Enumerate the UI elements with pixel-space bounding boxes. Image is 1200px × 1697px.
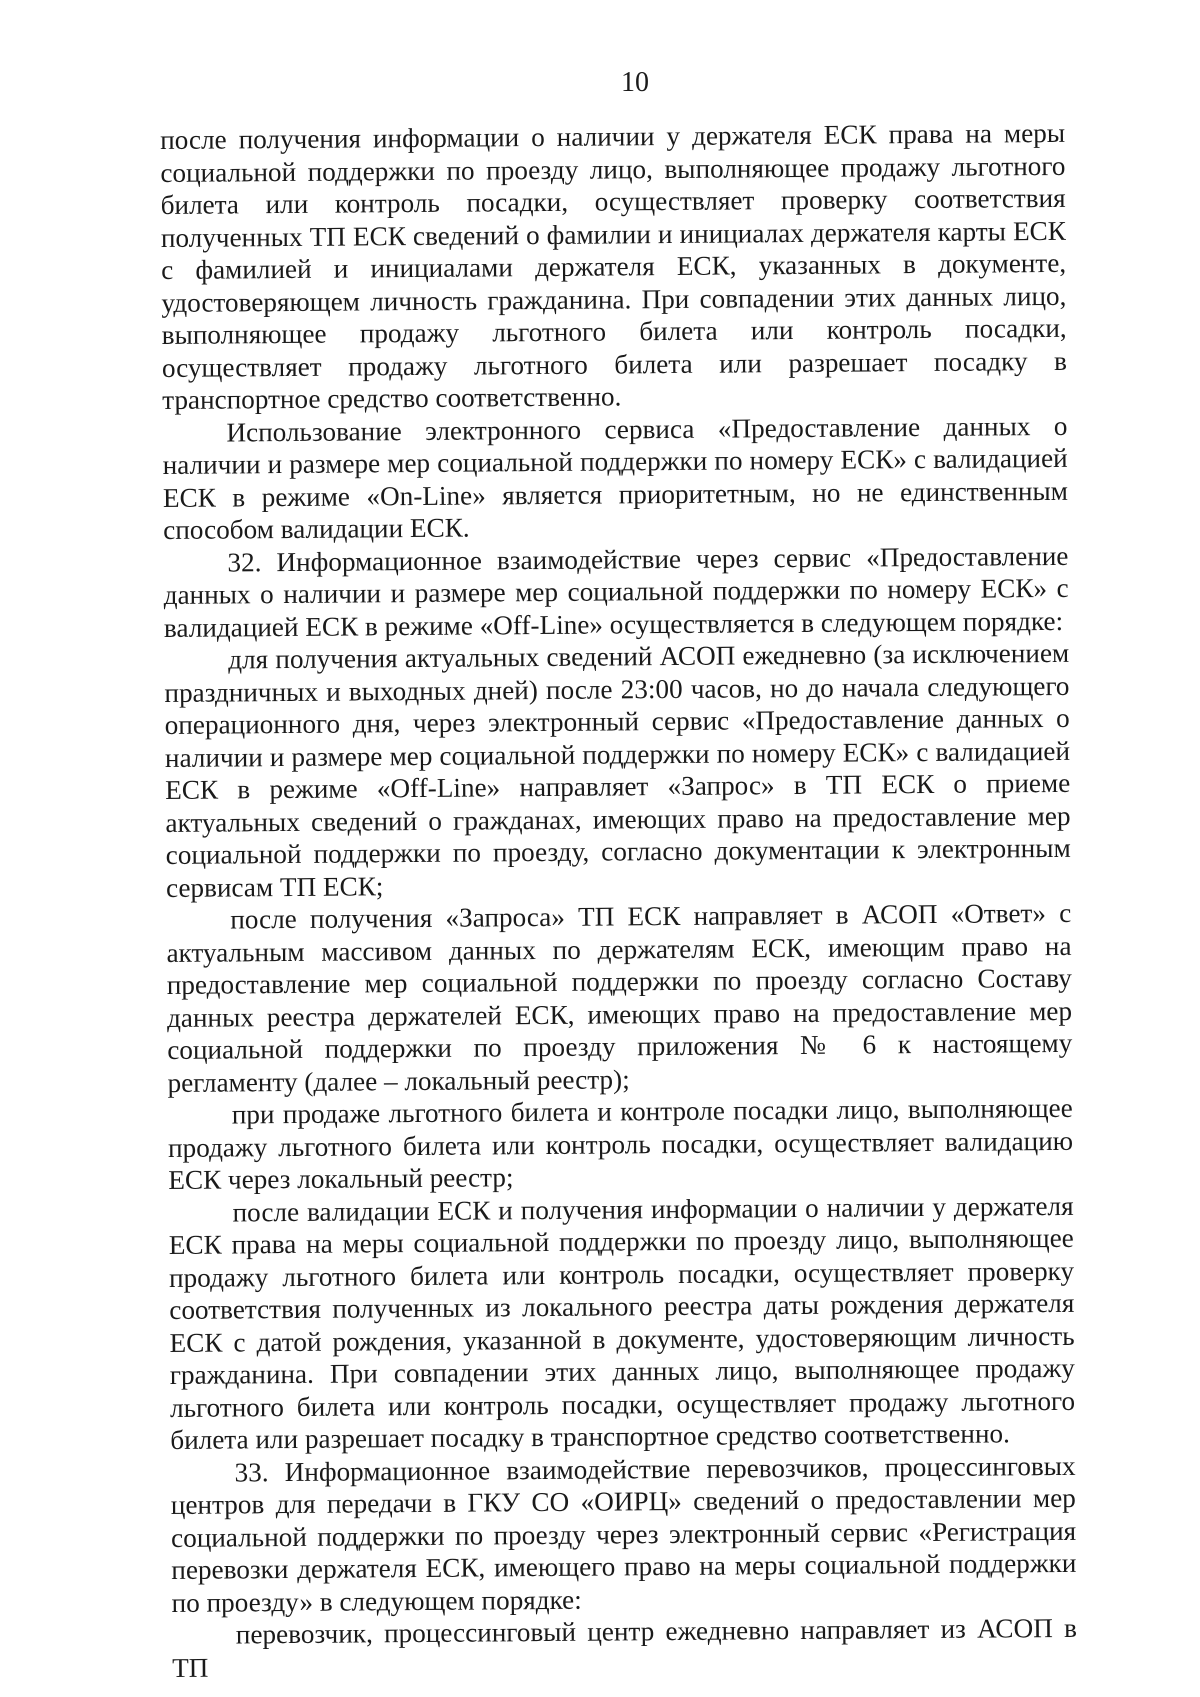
paragraph-validation-local-registry: при продаже льготного билета и контроле посадки лицо, выполняющее продажу льготного билета или контроль посадки, осуществляет валидацию ЕСК через локальный реестр; bbox=[167, 1092, 1074, 1195]
paragraph-item-33: 33. Информационное взаимодействие перевозчиков, процессинговых центров для передачи в ГКУ СО «ОИРЦ» сведений о предоставлении мер социальной поддержки по проезду через электронный сервис «Регистрация перевозки держателя ЕСК, имеющего право на меры социальной поддержки по проезду» в следующем порядке: bbox=[170, 1450, 1077, 1618]
document-body bbox=[160, 117, 1077, 1684]
paragraph-online-priority: Использование электронного сервиса «Предоставление данных о наличии и размере мер социальной поддержки по номеру ЕСК» с валидацией ЕСК в режиме «On-Line» является приоритетным, но не единственным способом валидации ЕСК. bbox=[162, 410, 1069, 545]
paragraph-response: после получения «Запроса» ТП ЕСК направляет в АСОП «Ответ» с актуальным массивом данных по держателям ЕСК, имеющим право на предоставление мер социальной поддержки по проезду согласно Составу данных реестра держателей ЕСК, имеющих право на предоставление мер социальной поддержки по проезду приложения № 6 к настоящему регламенту (далее – локальный реестр); bbox=[166, 897, 1073, 1098]
paragraph-continuation: после получения информации о наличии у держателя ЕСК права на меры социальной поддержки по проезду лицо, выполняющее продажу льготного билета или контроль посадки, осуществляет проверку соответствия полученных ТП ЕСК сведений о фамилии и инициалах держателя карты ЕСК с фамилией и инициалами держателя ЕСК, указанных в документе, удостоверяющем личность гражданина. При совпадении этих данных лицо, выполняющее продажу льготного билета или контроль посадки, осуществляет продажу льготного билета или разрешает посадку в транспортное средство соответственно. bbox=[160, 117, 1068, 415]
paragraph-actual-data-request: для получения актуальных сведений АСОП ежедневно (за исключением праздничных и выходных дней) после 23:00 часов, но до начала следующего операционного дня, через электронный сервис «Предоставление данных о наличии и размере мер социальной поддержки по номеру ЕСК» с валидацией ЕСК в режиме «Off-Line» направляет «Запрос» в ТП ЕСК о приеме актуальных сведений о гражданах, имеющих право на предоставление мер социальной поддержки по проезду, согласно документации к электронным сервисам ТП ЕСК; bbox=[164, 637, 1071, 903]
paragraph-item-32: 32. Информационное взаимодействие через сервис «Предоставление данных о наличии и размере мер социальной поддержки по номеру ЕСК» с валидацией ЕСК в режиме «Off-Line» осуществляется в следующем порядке: bbox=[163, 540, 1069, 643]
paragraph-after-validation: после валидации ЕСК и получения информации о наличии у держателя ЕСК права на меры социальной поддержки по проезду лицо, выполняющее продажу льготного билета или контроль посадки, осуществляет проверку соответствия полученных из локального реестра даты рождения держателя ЕСК с датой рождения, указанной в документе, удостоверяющим личность гражданина. При совпадении этих данных лицо, выполняющее продажу льготного билета или контроль посадки, осуществляет продажу льготного билета или разрешает посадку в транспортное средство соответственно. bbox=[168, 1190, 1076, 1455]
page-number: 10 bbox=[621, 67, 649, 98]
paragraph-carrier-daily: перевозчик, процессинговый центр ежедневно направляет из АСОП в ТП bbox=[172, 1612, 1077, 1683]
